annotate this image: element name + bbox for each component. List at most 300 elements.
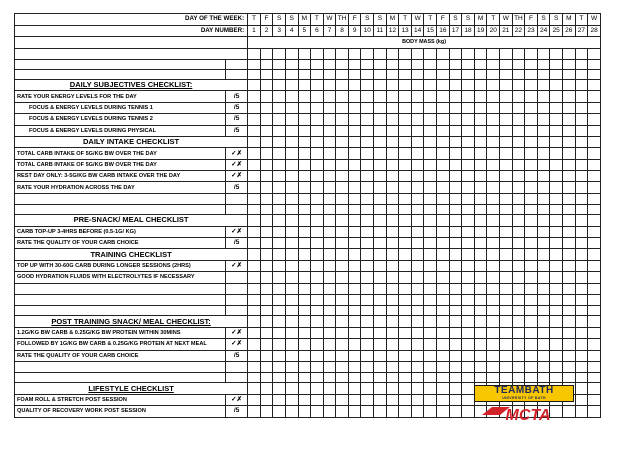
day-cell[interactable] bbox=[399, 59, 412, 69]
day-cell[interactable] bbox=[437, 272, 450, 283]
day-cell[interactable] bbox=[298, 350, 311, 361]
day-cell[interactable] bbox=[437, 339, 450, 350]
day-cell[interactable] bbox=[399, 406, 412, 417]
day-cell[interactable] bbox=[361, 215, 374, 226]
day-cell[interactable] bbox=[537, 238, 550, 249]
day-cell[interactable] bbox=[537, 361, 550, 372]
day-cell[interactable] bbox=[487, 226, 500, 237]
day-cell[interactable] bbox=[449, 306, 462, 316]
day-cell[interactable] bbox=[361, 69, 374, 79]
day-cell[interactable] bbox=[500, 182, 513, 193]
day-cell[interactable] bbox=[298, 102, 311, 113]
day-cell[interactable] bbox=[537, 295, 550, 306]
day-cell[interactable] bbox=[575, 193, 588, 204]
day-cell[interactable] bbox=[323, 193, 336, 204]
day-cell[interactable] bbox=[399, 306, 412, 316]
day-cell[interactable] bbox=[424, 91, 437, 102]
day-cell[interactable] bbox=[273, 306, 286, 316]
day-cell[interactable] bbox=[273, 361, 286, 372]
day-cell[interactable] bbox=[348, 69, 361, 79]
day-cell[interactable] bbox=[311, 316, 324, 327]
day-cell[interactable] bbox=[562, 306, 575, 316]
day-cell[interactable] bbox=[336, 79, 349, 90]
day-cell[interactable] bbox=[424, 125, 437, 136]
day-cell[interactable] bbox=[285, 260, 298, 271]
day-cell[interactable] bbox=[348, 361, 361, 372]
day-cell[interactable] bbox=[374, 79, 387, 90]
day-cell[interactable] bbox=[562, 59, 575, 69]
day-cell[interactable] bbox=[374, 148, 387, 159]
day-cell[interactable] bbox=[525, 295, 538, 306]
day-cell[interactable] bbox=[248, 383, 261, 394]
day-cell[interactable] bbox=[348, 260, 361, 271]
day-cell[interactable] bbox=[399, 316, 412, 327]
day-cell[interactable] bbox=[260, 171, 273, 182]
day-cell[interactable] bbox=[550, 316, 563, 327]
day-cell[interactable] bbox=[374, 283, 387, 294]
day-cell[interactable] bbox=[285, 361, 298, 372]
day-cell[interactable] bbox=[550, 238, 563, 249]
day-cell[interactable] bbox=[525, 316, 538, 327]
day-cell[interactable] bbox=[525, 79, 538, 90]
day-cell[interactable] bbox=[336, 383, 349, 394]
day-cell[interactable] bbox=[474, 193, 487, 204]
day-cell[interactable] bbox=[336, 136, 349, 147]
day-cell[interactable] bbox=[260, 350, 273, 361]
day-cell[interactable] bbox=[386, 125, 399, 136]
day-cell[interactable] bbox=[550, 59, 563, 69]
day-cell[interactable] bbox=[500, 148, 513, 159]
day-cell[interactable] bbox=[449, 249, 462, 260]
day-cell[interactable] bbox=[550, 283, 563, 294]
day-cell[interactable] bbox=[562, 159, 575, 170]
day-cell[interactable] bbox=[386, 114, 399, 125]
day-cell[interactable] bbox=[575, 394, 588, 405]
day-cell[interactable] bbox=[462, 114, 475, 125]
day-cell[interactable] bbox=[399, 69, 412, 79]
day-cell[interactable] bbox=[512, 148, 525, 159]
day-cell[interactable] bbox=[411, 373, 424, 383]
day-cell[interactable] bbox=[562, 283, 575, 294]
day-cell[interactable] bbox=[474, 48, 487, 59]
day-cell[interactable] bbox=[298, 114, 311, 125]
day-cell[interactable] bbox=[374, 295, 387, 306]
day-cell[interactable] bbox=[374, 306, 387, 316]
day-cell[interactable] bbox=[298, 159, 311, 170]
day-cell[interactable] bbox=[273, 327, 286, 338]
day-cell[interactable] bbox=[311, 339, 324, 350]
day-cell[interactable] bbox=[588, 316, 601, 327]
day-cell[interactable] bbox=[411, 148, 424, 159]
day-cell[interactable] bbox=[462, 295, 475, 306]
day-cell[interactable] bbox=[525, 205, 538, 215]
day-cell[interactable] bbox=[474, 59, 487, 69]
day-cell[interactable] bbox=[311, 272, 324, 283]
day-cell[interactable] bbox=[500, 272, 513, 283]
day-cell[interactable] bbox=[411, 48, 424, 59]
day-cell[interactable] bbox=[348, 136, 361, 147]
day-cell[interactable] bbox=[260, 182, 273, 193]
day-cell[interactable] bbox=[248, 373, 261, 383]
day-cell[interactable] bbox=[562, 361, 575, 372]
day-cell[interactable] bbox=[273, 125, 286, 136]
day-cell[interactable] bbox=[500, 215, 513, 226]
day-cell[interactable] bbox=[386, 215, 399, 226]
day-cell[interactable] bbox=[562, 114, 575, 125]
day-cell[interactable] bbox=[588, 373, 601, 383]
day-cell[interactable] bbox=[437, 69, 450, 79]
day-cell[interactable] bbox=[500, 102, 513, 113]
day-cell[interactable] bbox=[411, 215, 424, 226]
day-cell[interactable] bbox=[588, 327, 601, 338]
day-cell[interactable] bbox=[348, 295, 361, 306]
day-cell[interactable] bbox=[311, 79, 324, 90]
day-cell[interactable] bbox=[575, 205, 588, 215]
day-cell[interactable] bbox=[248, 182, 261, 193]
day-cell[interactable] bbox=[575, 215, 588, 226]
day-cell[interactable] bbox=[348, 125, 361, 136]
day-cell[interactable] bbox=[500, 283, 513, 294]
day-cell[interactable] bbox=[361, 373, 374, 383]
day-cell[interactable] bbox=[562, 272, 575, 283]
day-cell[interactable] bbox=[537, 171, 550, 182]
day-cell[interactable] bbox=[487, 91, 500, 102]
day-cell[interactable] bbox=[512, 327, 525, 338]
day-cell[interactable] bbox=[399, 125, 412, 136]
day-cell[interactable] bbox=[537, 148, 550, 159]
day-cell[interactable] bbox=[474, 215, 487, 226]
day-cell[interactable] bbox=[474, 226, 487, 237]
day-cell[interactable] bbox=[424, 171, 437, 182]
day-cell[interactable] bbox=[374, 114, 387, 125]
day-cell[interactable] bbox=[311, 171, 324, 182]
day-cell[interactable] bbox=[311, 283, 324, 294]
day-cell[interactable] bbox=[575, 373, 588, 383]
day-cell[interactable] bbox=[575, 91, 588, 102]
day-cell[interactable] bbox=[298, 48, 311, 59]
day-cell[interactable] bbox=[386, 91, 399, 102]
day-cell[interactable] bbox=[361, 249, 374, 260]
day-cell[interactable] bbox=[285, 316, 298, 327]
day-cell[interactable] bbox=[336, 406, 349, 417]
day-cell[interactable] bbox=[411, 238, 424, 249]
day-cell[interactable] bbox=[411, 272, 424, 283]
day-cell[interactable] bbox=[273, 215, 286, 226]
day-cell[interactable] bbox=[500, 91, 513, 102]
day-cell[interactable] bbox=[311, 306, 324, 316]
day-cell[interactable] bbox=[437, 205, 450, 215]
day-cell[interactable] bbox=[248, 171, 261, 182]
day-cell[interactable] bbox=[588, 69, 601, 79]
day-cell[interactable] bbox=[512, 249, 525, 260]
day-cell[interactable] bbox=[248, 361, 261, 372]
day-cell[interactable] bbox=[424, 373, 437, 383]
day-cell[interactable] bbox=[285, 59, 298, 69]
day-cell[interactable] bbox=[348, 114, 361, 125]
day-cell[interactable] bbox=[374, 249, 387, 260]
day-cell[interactable] bbox=[575, 249, 588, 260]
day-cell[interactable] bbox=[285, 249, 298, 260]
day-cell[interactable] bbox=[437, 406, 450, 417]
day-cell[interactable] bbox=[525, 339, 538, 350]
day-cell[interactable] bbox=[273, 136, 286, 147]
day-cell[interactable] bbox=[462, 306, 475, 316]
day-cell[interactable] bbox=[311, 91, 324, 102]
day-cell[interactable] bbox=[399, 102, 412, 113]
day-cell[interactable] bbox=[500, 226, 513, 237]
day-cell[interactable] bbox=[298, 69, 311, 79]
day-cell[interactable] bbox=[525, 306, 538, 316]
day-cell[interactable] bbox=[449, 79, 462, 90]
day-cell[interactable] bbox=[411, 306, 424, 316]
day-cell[interactable] bbox=[336, 260, 349, 271]
day-cell[interactable] bbox=[550, 339, 563, 350]
day-cell[interactable] bbox=[336, 339, 349, 350]
day-cell[interactable] bbox=[487, 238, 500, 249]
day-cell[interactable] bbox=[361, 102, 374, 113]
day-cell[interactable] bbox=[311, 394, 324, 405]
day-cell[interactable] bbox=[361, 59, 374, 69]
day-cell[interactable] bbox=[487, 373, 500, 383]
day-cell[interactable] bbox=[273, 69, 286, 79]
day-cell[interactable] bbox=[374, 238, 387, 249]
day-cell[interactable] bbox=[399, 295, 412, 306]
day-cell[interactable] bbox=[437, 350, 450, 361]
day-cell[interactable] bbox=[525, 59, 538, 69]
day-cell[interactable] bbox=[386, 249, 399, 260]
day-cell[interactable] bbox=[273, 226, 286, 237]
day-cell[interactable] bbox=[260, 383, 273, 394]
day-cell[interactable] bbox=[462, 102, 475, 113]
day-cell[interactable] bbox=[562, 48, 575, 59]
day-cell[interactable] bbox=[512, 215, 525, 226]
day-cell[interactable] bbox=[487, 295, 500, 306]
day-cell[interactable] bbox=[323, 260, 336, 271]
day-cell[interactable] bbox=[550, 102, 563, 113]
day-cell[interactable] bbox=[537, 114, 550, 125]
day-cell[interactable] bbox=[449, 159, 462, 170]
day-cell[interactable] bbox=[562, 102, 575, 113]
day-cell[interactable] bbox=[260, 295, 273, 306]
day-cell[interactable] bbox=[537, 193, 550, 204]
day-cell[interactable] bbox=[537, 272, 550, 283]
day-cell[interactable] bbox=[399, 383, 412, 394]
day-cell[interactable] bbox=[361, 238, 374, 249]
day-cell[interactable] bbox=[437, 361, 450, 372]
day-cell[interactable] bbox=[512, 91, 525, 102]
day-cell[interactable] bbox=[386, 383, 399, 394]
day-cell[interactable] bbox=[550, 226, 563, 237]
day-cell[interactable] bbox=[399, 394, 412, 405]
day-cell[interactable] bbox=[500, 193, 513, 204]
day-cell[interactable] bbox=[411, 226, 424, 237]
day-cell[interactable] bbox=[260, 327, 273, 338]
day-cell[interactable] bbox=[424, 406, 437, 417]
day-cell[interactable] bbox=[248, 394, 261, 405]
day-cell[interactable] bbox=[386, 226, 399, 237]
day-cell[interactable] bbox=[323, 125, 336, 136]
day-cell[interactable] bbox=[462, 394, 475, 405]
day-cell[interactable] bbox=[512, 193, 525, 204]
day-cell[interactable] bbox=[323, 114, 336, 125]
day-cell[interactable] bbox=[248, 148, 261, 159]
day-cell[interactable] bbox=[361, 339, 374, 350]
day-cell[interactable] bbox=[374, 394, 387, 405]
day-cell[interactable] bbox=[273, 295, 286, 306]
day-cell[interactable] bbox=[512, 238, 525, 249]
day-cell[interactable] bbox=[411, 193, 424, 204]
day-cell[interactable] bbox=[323, 316, 336, 327]
day-cell[interactable] bbox=[487, 136, 500, 147]
day-cell[interactable] bbox=[588, 306, 601, 316]
day-cell[interactable] bbox=[462, 383, 475, 394]
day-cell[interactable] bbox=[537, 215, 550, 226]
day-cell[interactable] bbox=[424, 48, 437, 59]
day-cell[interactable] bbox=[336, 249, 349, 260]
day-cell[interactable] bbox=[487, 171, 500, 182]
day-cell[interactable] bbox=[474, 171, 487, 182]
day-cell[interactable] bbox=[500, 295, 513, 306]
day-cell[interactable] bbox=[374, 102, 387, 113]
day-cell[interactable] bbox=[575, 148, 588, 159]
day-cell[interactable] bbox=[248, 226, 261, 237]
day-cell[interactable] bbox=[248, 102, 261, 113]
day-cell[interactable] bbox=[248, 69, 261, 79]
day-cell[interactable] bbox=[437, 260, 450, 271]
day-cell[interactable] bbox=[424, 226, 437, 237]
day-cell[interactable] bbox=[386, 394, 399, 405]
day-cell[interactable] bbox=[424, 69, 437, 79]
day-cell[interactable] bbox=[248, 205, 261, 215]
day-cell[interactable] bbox=[588, 226, 601, 237]
day-cell[interactable] bbox=[411, 249, 424, 260]
day-cell[interactable] bbox=[260, 249, 273, 260]
day-cell[interactable] bbox=[437, 215, 450, 226]
day-cell[interactable] bbox=[537, 91, 550, 102]
day-cell[interactable] bbox=[248, 215, 261, 226]
day-cell[interactable] bbox=[361, 182, 374, 193]
day-cell[interactable] bbox=[248, 406, 261, 417]
day-cell[interactable] bbox=[311, 114, 324, 125]
day-cell[interactable] bbox=[449, 91, 462, 102]
day-cell[interactable] bbox=[374, 215, 387, 226]
day-cell[interactable] bbox=[386, 327, 399, 338]
day-cell[interactable] bbox=[500, 205, 513, 215]
day-cell[interactable] bbox=[462, 79, 475, 90]
day-cell[interactable] bbox=[512, 182, 525, 193]
day-cell[interactable] bbox=[437, 226, 450, 237]
day-cell[interactable] bbox=[588, 182, 601, 193]
day-cell[interactable] bbox=[575, 159, 588, 170]
day-cell[interactable] bbox=[500, 125, 513, 136]
day-cell[interactable] bbox=[474, 136, 487, 147]
day-cell[interactable] bbox=[386, 295, 399, 306]
day-cell[interactable] bbox=[575, 48, 588, 59]
day-cell[interactable] bbox=[449, 182, 462, 193]
day-cell[interactable] bbox=[348, 48, 361, 59]
day-cell[interactable] bbox=[500, 171, 513, 182]
day-cell[interactable] bbox=[386, 316, 399, 327]
day-cell[interactable] bbox=[348, 226, 361, 237]
day-cell[interactable] bbox=[487, 48, 500, 59]
day-cell[interactable] bbox=[487, 59, 500, 69]
day-cell[interactable] bbox=[424, 339, 437, 350]
day-cell[interactable] bbox=[285, 91, 298, 102]
day-cell[interactable] bbox=[411, 283, 424, 294]
day-cell[interactable] bbox=[361, 260, 374, 271]
day-cell[interactable] bbox=[500, 79, 513, 90]
day-cell[interactable] bbox=[500, 361, 513, 372]
day-cell[interactable] bbox=[411, 91, 424, 102]
day-cell[interactable] bbox=[512, 79, 525, 90]
day-cell[interactable] bbox=[248, 306, 261, 316]
day-cell[interactable] bbox=[512, 373, 525, 383]
day-cell[interactable] bbox=[562, 205, 575, 215]
day-cell[interactable] bbox=[260, 316, 273, 327]
day-cell[interactable] bbox=[575, 350, 588, 361]
day-cell[interactable] bbox=[525, 171, 538, 182]
day-cell[interactable] bbox=[424, 136, 437, 147]
day-cell[interactable] bbox=[411, 136, 424, 147]
day-cell[interactable] bbox=[260, 114, 273, 125]
day-cell[interactable] bbox=[487, 283, 500, 294]
day-cell[interactable] bbox=[260, 59, 273, 69]
day-cell[interactable] bbox=[474, 272, 487, 283]
day-cell[interactable] bbox=[361, 171, 374, 182]
day-cell[interactable] bbox=[462, 59, 475, 69]
day-cell[interactable] bbox=[474, 327, 487, 338]
day-cell[interactable] bbox=[285, 136, 298, 147]
day-cell[interactable] bbox=[525, 361, 538, 372]
day-cell[interactable] bbox=[512, 306, 525, 316]
day-cell[interactable] bbox=[348, 91, 361, 102]
day-cell[interactable] bbox=[462, 339, 475, 350]
day-cell[interactable] bbox=[550, 136, 563, 147]
day-cell[interactable] bbox=[348, 306, 361, 316]
day-cell[interactable] bbox=[348, 394, 361, 405]
day-cell[interactable] bbox=[386, 238, 399, 249]
day-cell[interactable] bbox=[562, 316, 575, 327]
day-cell[interactable] bbox=[323, 69, 336, 79]
day-cell[interactable] bbox=[336, 327, 349, 338]
day-cell[interactable] bbox=[374, 327, 387, 338]
day-cell[interactable] bbox=[361, 350, 374, 361]
day-cell[interactable] bbox=[248, 136, 261, 147]
day-cell[interactable] bbox=[248, 339, 261, 350]
day-cell[interactable] bbox=[361, 136, 374, 147]
day-cell[interactable] bbox=[550, 260, 563, 271]
day-cell[interactable] bbox=[437, 114, 450, 125]
day-cell[interactable] bbox=[386, 306, 399, 316]
day-cell[interactable] bbox=[462, 283, 475, 294]
day-cell[interactable] bbox=[361, 148, 374, 159]
day-cell[interactable] bbox=[386, 193, 399, 204]
day-cell[interactable] bbox=[411, 114, 424, 125]
day-cell[interactable] bbox=[437, 316, 450, 327]
day-cell[interactable] bbox=[260, 361, 273, 372]
day-cell[interactable] bbox=[248, 48, 261, 59]
day-cell[interactable] bbox=[525, 48, 538, 59]
day-cell[interactable] bbox=[449, 114, 462, 125]
day-cell[interactable] bbox=[449, 148, 462, 159]
day-cell[interactable] bbox=[374, 182, 387, 193]
day-cell[interactable] bbox=[424, 383, 437, 394]
day-cell[interactable] bbox=[323, 383, 336, 394]
day-cell[interactable] bbox=[399, 193, 412, 204]
day-cell[interactable] bbox=[260, 159, 273, 170]
day-cell[interactable] bbox=[248, 272, 261, 283]
day-cell[interactable] bbox=[298, 272, 311, 283]
